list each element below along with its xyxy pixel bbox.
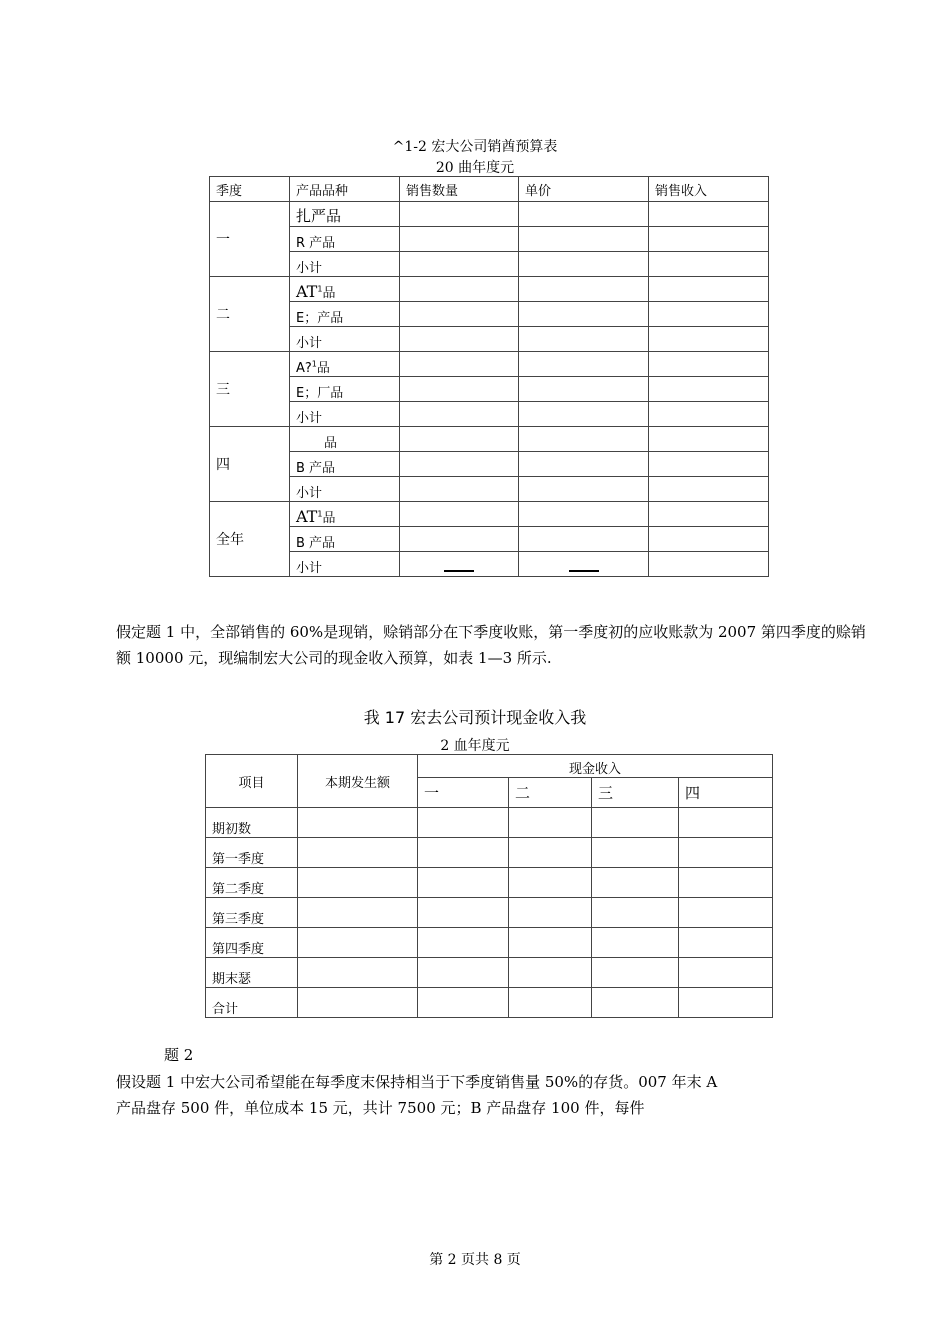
season-cell: 四 (210, 427, 290, 502)
table-row (210, 552, 769, 577)
cash-receipts-table (205, 754, 773, 1018)
table-row (210, 502, 769, 527)
table2-subtitle: 2 血年度元 (440, 738, 510, 754)
season-cell: 一 (210, 202, 290, 277)
table-row (206, 988, 773, 1018)
product-cell: E；产品 (290, 302, 400, 327)
row-label: 第三季度 (206, 898, 298, 928)
row-label: 期末瑟 (206, 958, 298, 988)
table2-title: 我 17 宏去公司预计现金收入我 (363, 708, 587, 727)
product-cell: $AT^1$品 (290, 502, 400, 527)
product-cell: 扎严品 (290, 202, 400, 227)
col-header-cash: 现金收入 (418, 755, 773, 778)
table-row (210, 327, 769, 352)
col-header-quantity: 销售数量 (400, 177, 519, 202)
table-row (210, 252, 769, 277)
table-row (210, 452, 769, 477)
question-2-line-1: 假设题 1 中宏大公司希望能在每季度末保持相当于下季度销售量 50%的存货。007 年末 A (116, 1073, 718, 1091)
subtotal-cell: 小计 (290, 477, 400, 502)
row-label: 合计 (206, 988, 298, 1018)
paragraph-1: 假定题 1 中，全部销售的 60%是现销，赊销部分在下季度收账，第一季度初的应收账款为 2007 第四季度的赊销额 10000 元，现编制宏大公司的现金收入预算，如表 1—3 所示. (116, 623, 866, 667)
blank-line (569, 570, 599, 572)
col-header-product: 产品品种 (290, 177, 400, 202)
table-row (210, 352, 769, 377)
question-2-line-2: 产品盘存 500 件，单位成本 15 元，共计 7500 元；B 产品盘存 100 件，每件 (116, 1099, 645, 1117)
row-label: 第二季度 (206, 868, 298, 898)
table-header-row (210, 177, 769, 202)
row-label: 期初数 (206, 808, 298, 838)
product-cell: E；厂品 (290, 377, 400, 402)
col-header-amount: 本期发生额 (298, 755, 418, 808)
row-label: 第四季度 (206, 928, 298, 958)
sales-budget-table (209, 176, 769, 577)
table-row (210, 402, 769, 427)
table-row (210, 527, 769, 552)
blank-line-cell (400, 552, 519, 577)
table-row (210, 277, 769, 302)
table-row (210, 427, 769, 452)
col-header-price: 单价 (519, 177, 649, 202)
season-cell: 二 (210, 277, 290, 352)
col-header-season: 季度 (210, 177, 290, 202)
table-row (206, 928, 773, 958)
table-row (206, 838, 773, 868)
col-header-item: 项目 (206, 755, 298, 808)
table-row (206, 898, 773, 928)
blank-line (444, 570, 474, 572)
page-footer: 第 2 页共 8 页 (429, 1252, 521, 1268)
table-row (210, 227, 769, 252)
quarter-header: 二 (509, 778, 592, 808)
subtotal-cell: 小计 (290, 327, 400, 352)
col-header-revenue: 销售收入 (649, 177, 769, 202)
quarter-header: 三 (592, 778, 679, 808)
product-cell: 品 (290, 427, 400, 452)
table-row (206, 868, 773, 898)
table-row (210, 302, 769, 327)
product-cell: $AT^1$品 (290, 277, 400, 302)
season-cell: 全年 (210, 502, 290, 577)
subtotal-cell: 小计 (290, 402, 400, 427)
table-row (210, 477, 769, 502)
table-row (210, 377, 769, 402)
subtotal-cell: 小计 (290, 552, 400, 577)
table-row (210, 202, 769, 227)
table-header-row (206, 755, 773, 778)
product-cell: A?$^1$品 (290, 352, 400, 377)
table1-title: ^1-2 宏大公司销酋预算表 (392, 139, 558, 155)
quarter-header: 一 (418, 778, 509, 808)
quarter-header: 四 (679, 778, 773, 808)
table-row (206, 958, 773, 988)
blank-line-cell (519, 552, 649, 577)
product-cell: B 产品 (290, 452, 400, 477)
table1-subtitle: 20 曲年度元 (435, 160, 515, 176)
subtotal-cell: 小计 (290, 252, 400, 277)
product-cell: R 产品 (290, 227, 400, 252)
row-label: 第一季度 (206, 838, 298, 868)
season-cell: 三 (210, 352, 290, 427)
product-cell: B 产品 (290, 527, 400, 552)
question-2-label: 题 2 (164, 1046, 194, 1064)
table-row (206, 808, 773, 838)
